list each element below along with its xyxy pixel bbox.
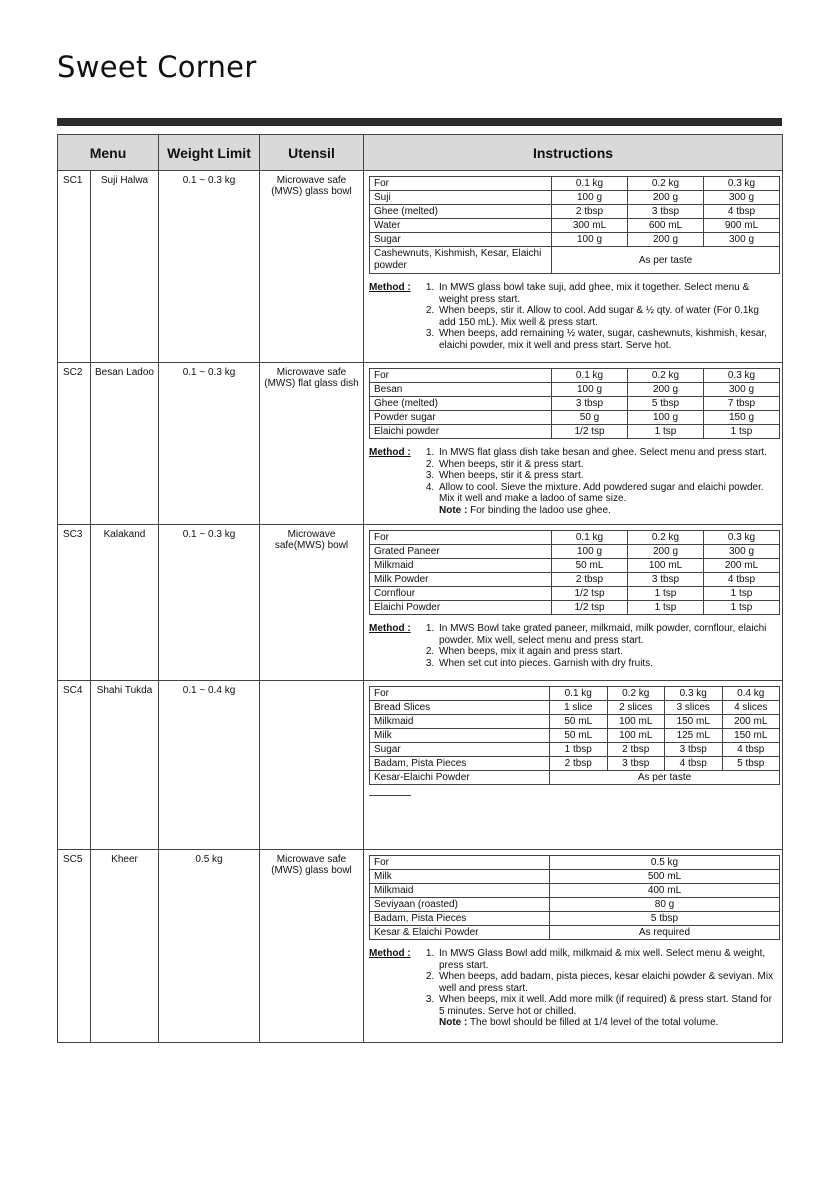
ingredient-amount: 200 mL — [722, 715, 780, 729]
ingredient-row — [370, 771, 780, 785]
ingredient-amount: 5 tbsp — [722, 757, 780, 771]
ingredient-amount: 500 mL — [550, 870, 780, 884]
ingredient-amount: 0.2 kg — [628, 531, 704, 545]
ingredient-amount: 100 g — [628, 411, 704, 425]
method-steps — [421, 623, 778, 669]
recipe-menu: Shahi Tukda — [91, 681, 159, 850]
recipe-code: SC1 — [58, 171, 91, 363]
recipe-utensil: Microwave safe(MWS) bowl — [260, 525, 364, 681]
note-text: For binding the ladoo use ghee. — [470, 504, 611, 516]
ingredient-amount: 0.3 kg — [665, 687, 723, 701]
ingredient-amount: 150 g — [704, 411, 780, 425]
recipe-row — [58, 525, 783, 681]
recipe-menu: Suji Halwa — [91, 171, 159, 363]
recipe-utensil — [260, 681, 364, 850]
ingredient-name: Besan — [370, 383, 552, 397]
recipe-weight-limit: 0.1 ~ 0.3 kg — [159, 363, 260, 525]
ingredient-amount: 2 tbsp — [607, 743, 665, 757]
page-title: Sweet Corner — [57, 50, 257, 84]
ingredient-amount: 300 g — [704, 545, 780, 559]
recipe-utensil: Microwave safe (MWS) glass bowl — [260, 171, 364, 363]
method-section — [369, 623, 778, 669]
ingredient-amount: 1 tsp — [628, 601, 704, 615]
ingredient-amount: 2 slices — [607, 701, 665, 715]
ingredient-row — [370, 715, 780, 729]
recipe-instructions — [364, 171, 783, 363]
ingredient-row — [370, 545, 780, 559]
ingredient-name: Milk Powder — [370, 573, 552, 587]
method-note — [421, 505, 778, 517]
ingredient-name: Milk — [370, 729, 550, 743]
ingredient-amount: 300 g — [704, 233, 780, 247]
ingredient-amount: 1 tsp — [628, 425, 704, 439]
method-step: 2. When beeps, add badam, pista pieces, kesar elaichi powder & seviyan. Mix well and press start. — [437, 971, 778, 994]
method-step: 3. When beeps, stir it & press start. — [437, 470, 778, 482]
recipe-code: SC2 — [58, 363, 91, 525]
ingredient-amount: 600 mL — [628, 219, 704, 233]
method-section — [369, 948, 778, 1029]
ingredient-row — [370, 411, 780, 425]
ingredient-name: Cornflour — [370, 587, 552, 601]
ingredient-name: Cashewnuts, Kishmish, Kesar, Elaichi powder — [370, 247, 552, 274]
ingredient-name: Seviyaan (roasted) — [370, 898, 550, 912]
ingredient-amount: 125 mL — [665, 729, 723, 743]
method-steps — [421, 447, 778, 505]
ingredient-row — [370, 856, 780, 870]
ingredient-amount: 100 mL — [628, 559, 704, 573]
recipe-weight-limit: 0.1 ~ 0.3 kg — [159, 525, 260, 681]
ingredient-row — [370, 397, 780, 411]
header-instructions: Instructions — [364, 135, 783, 171]
ingredient-amount: 1 tsp — [704, 587, 780, 601]
ingredient-row — [370, 884, 780, 898]
ingredient-row — [370, 559, 780, 573]
ingredient-amount: 200 g — [628, 383, 704, 397]
recipe-row — [58, 363, 783, 525]
recipe-code: SC3 — [58, 525, 91, 681]
ingredient-name: For — [370, 856, 550, 870]
ingredient-name: Milkmaid — [370, 715, 550, 729]
ingredient-amount: 100 g — [552, 191, 628, 205]
method-step: 3. When set cut into pieces. Garnish with dry fruits. — [437, 658, 778, 670]
ingredient-table — [369, 530, 780, 615]
ingredient-amount: 50 mL — [552, 559, 628, 573]
method-step: 2. When beeps, mix it again and press start. — [437, 646, 778, 658]
method-step: 1. In MWS Glass Bowl add milk, milkmaid & mix well. Select menu & weight, press start. — [437, 948, 778, 971]
recipe-instructions — [364, 681, 783, 850]
ingredient-name: Sugar — [370, 743, 550, 757]
ingredient-amount: 0.5 kg — [550, 856, 780, 870]
method-section — [369, 282, 778, 351]
method-label: Method : — [369, 447, 411, 458]
ingredient-row — [370, 191, 780, 205]
ingredient-amount: 4 tbsp — [704, 573, 780, 587]
ingredient-amount: 50 g — [552, 411, 628, 425]
ingredient-row — [370, 219, 780, 233]
ingredient-row — [370, 870, 780, 884]
ingredient-row — [370, 926, 780, 940]
ingredient-name: Elaichi powder — [370, 425, 552, 439]
ingredient-table — [369, 686, 780, 785]
recipe-row — [58, 171, 783, 363]
ingredient-amount: 1/2 tsp — [552, 601, 628, 615]
method-step: 1. In MWS Bowl take grated paneer, milkmaid, milk powder, cornflour, elaichi powder. Mix well, select menu and press start. — [437, 623, 778, 646]
recipe-instructions — [364, 363, 783, 525]
header-weight-limit: Weight Limit — [159, 135, 260, 171]
ingredient-amount: 1/2 tsp — [552, 425, 628, 439]
ingredient-amount: 50 mL — [550, 729, 608, 743]
method-placeholder-line — [369, 795, 411, 840]
ingredient-amount: 5 tbsp — [550, 912, 780, 926]
ingredient-amount: 3 slices — [665, 701, 723, 715]
method-label: Method : — [369, 948, 411, 959]
method-step: 1. In MWS flat glass dish take besan and ghee. Select menu and press start. — [437, 447, 778, 459]
ingredient-amount: 300 g — [704, 383, 780, 397]
ingredient-amount: 0.1 kg — [552, 531, 628, 545]
ingredient-amount: 200 g — [628, 233, 704, 247]
ingredient-amount: 2 tbsp — [552, 205, 628, 219]
note-label: Note : — [439, 504, 468, 516]
method-steps — [421, 948, 778, 1017]
ingredient-row — [370, 177, 780, 191]
recipe-weight-limit: 0.1 ~ 0.4 kg — [159, 681, 260, 850]
ingredient-amount: 4 tbsp — [722, 743, 780, 757]
ingredient-amount: 1 tbsp — [550, 743, 608, 757]
ingredient-row — [370, 369, 780, 383]
ingredient-name: For — [370, 687, 550, 701]
ingredient-table — [369, 368, 780, 439]
ingredient-amount: 3 tbsp — [665, 743, 723, 757]
ingredient-amount: 1 tsp — [628, 587, 704, 601]
ingredient-name: For — [370, 369, 552, 383]
ingredient-amount: 1 slice — [550, 701, 608, 715]
ingredient-name: Milkmaid — [370, 884, 550, 898]
ingredient-amount: 80 g — [550, 898, 780, 912]
ingredient-name: Badam, Pista Pieces — [370, 912, 550, 926]
ingredient-amount: 100 g — [552, 545, 628, 559]
recipe-table — [57, 134, 783, 1043]
ingredient-amount: 900 mL — [704, 219, 780, 233]
ingredient-name: Milk — [370, 870, 550, 884]
ingredient-name: Kesar-Elaichi Powder — [370, 771, 550, 785]
ingredient-row — [370, 425, 780, 439]
ingredient-name: Powder sugar — [370, 411, 552, 425]
ingredient-amount: 0.1 kg — [552, 177, 628, 191]
ingredient-name: For — [370, 177, 552, 191]
ingredient-amount: 200 mL — [704, 559, 780, 573]
ingredient-amount: 3 tbsp — [628, 573, 704, 587]
ingredient-name: Badam, Pista Pieces — [370, 757, 550, 771]
method-step: 3. When beeps, mix it well. Add more milk (if required) & press start. Stand for 5 minutes. Serve hot or chilled. — [437, 994, 778, 1017]
ingredient-amount: 4 slices — [722, 701, 780, 715]
ingredient-name: For — [370, 531, 552, 545]
recipe-weight-limit: 0.1 ~ 0.3 kg — [159, 171, 260, 363]
ingredient-name: Elaichi Powder — [370, 601, 552, 615]
ingredient-amount: 2 tbsp — [550, 757, 608, 771]
ingredient-amount: 100 g — [552, 383, 628, 397]
ingredient-amount: 2 tbsp — [552, 573, 628, 587]
ingredient-name: Sugar — [370, 233, 552, 247]
method-step: 2. When beeps, stir it & press start. — [437, 459, 778, 471]
ingredient-amount: 0.3 kg — [704, 369, 780, 383]
ingredient-amount: 1/2 tsp — [552, 587, 628, 601]
ingredient-amount: 100 mL — [607, 729, 665, 743]
method-step: 2. When beeps, stir it. Allow to cool. Add sugar & ½ qty. of water (For 0.1kg add 150 mL). Mix well & press start. — [437, 305, 778, 328]
ingredient-amount: 0.4 kg — [722, 687, 780, 701]
ingredient-amount: 4 tbsp — [704, 205, 780, 219]
method-label: Method : — [369, 282, 411, 293]
recipe-menu: Kheer — [91, 850, 159, 1043]
ingredient-amount: As per taste — [550, 771, 780, 785]
ingredient-amount: 3 tbsp — [607, 757, 665, 771]
ingredient-amount: 100 mL — [607, 715, 665, 729]
ingredient-name: Ghee (melted) — [370, 397, 552, 411]
ingredient-amount: As per taste — [552, 247, 780, 274]
method-label: Method : — [369, 623, 411, 634]
ingredient-amount: 5 tbsp — [628, 397, 704, 411]
ingredient-name: Suji — [370, 191, 552, 205]
ingredient-amount: 50 mL — [550, 715, 608, 729]
ingredient-amount: 300 mL — [552, 219, 628, 233]
ingredient-amount: 0.1 kg — [550, 687, 608, 701]
header-utensil: Utensil — [260, 135, 364, 171]
header-row — [58, 135, 783, 171]
ingredient-amount: 0.2 kg — [607, 687, 665, 701]
recipe-row — [58, 681, 783, 850]
method-step: 1. In MWS glass bowl take suji, add ghee, mix it together. Select menu & weight press start. — [437, 282, 778, 305]
ingredient-row — [370, 701, 780, 715]
recipe-code: SC5 — [58, 850, 91, 1043]
ingredient-amount: 0.2 kg — [628, 369, 704, 383]
ingredient-row — [370, 898, 780, 912]
title-rule — [57, 118, 782, 126]
method-step: 4. Allow to cool. Sieve the mixture. Add powdered sugar and elaichi powder. Mix it well and make a ladoo of same size. — [437, 482, 778, 505]
ingredient-row — [370, 757, 780, 771]
ingredient-row — [370, 687, 780, 701]
ingredient-row — [370, 205, 780, 219]
ingredient-amount: 0.1 kg — [552, 369, 628, 383]
ingredient-name: Grated Paneer — [370, 545, 552, 559]
ingredient-amount: 7 tbsp — [704, 397, 780, 411]
ingredient-amount: 3 tbsp — [552, 397, 628, 411]
ingredient-amount: 1 tsp — [704, 601, 780, 615]
ingredient-amount: 300 g — [704, 191, 780, 205]
ingredient-row — [370, 531, 780, 545]
recipe-instructions — [364, 525, 783, 681]
ingredient-table — [369, 855, 780, 940]
method-section — [369, 447, 778, 516]
method-note — [421, 1017, 778, 1029]
ingredient-row — [370, 729, 780, 743]
ingredient-row — [370, 912, 780, 926]
method-steps — [421, 282, 778, 351]
ingredient-name: Water — [370, 219, 552, 233]
ingredient-table — [369, 176, 780, 274]
ingredient-amount: 150 mL — [665, 715, 723, 729]
recipe-row — [58, 850, 783, 1043]
recipe-utensil: Microwave safe (MWS) glass bowl — [260, 850, 364, 1043]
ingredient-amount: 0.3 kg — [704, 177, 780, 191]
ingredient-amount: 400 mL — [550, 884, 780, 898]
recipe-code: SC4 — [58, 681, 91, 850]
recipe-menu: Kalakand — [91, 525, 159, 681]
recipe-utensil: Microwave safe (MWS) flat glass dish — [260, 363, 364, 525]
ingredient-row — [370, 247, 780, 274]
ingredient-amount: 200 g — [628, 191, 704, 205]
ingredient-name: Bread Slices — [370, 701, 550, 715]
header-menu: Menu — [58, 135, 159, 171]
ingredient-name: Ghee (melted) — [370, 205, 552, 219]
note-label: Note : — [439, 1017, 468, 1028]
recipe-weight-limit: 0.5 kg — [159, 850, 260, 1043]
ingredient-amount: 0.3 kg — [704, 531, 780, 545]
ingredient-row — [370, 587, 780, 601]
ingredient-amount: 1 tsp — [704, 425, 780, 439]
ingredient-amount: 150 mL — [722, 729, 780, 743]
ingredient-amount: 0.2 kg — [628, 177, 704, 191]
ingredient-amount: 100 g — [552, 233, 628, 247]
ingredient-name: Milkmaid — [370, 559, 552, 573]
method-step: 3. When beeps, add remaining ½ water, sugar, cashewnuts, kishmish, kesar, elaichi powder, mix it well and press start. Serve hot. — [437, 328, 778, 351]
recipe-menu: Besan Ladoo — [91, 363, 159, 525]
ingredient-name: Kesar & Elaichi Powder — [370, 926, 550, 940]
ingredient-amount: 4 tbsp — [665, 757, 723, 771]
ingredient-row — [370, 573, 780, 587]
ingredient-row — [370, 233, 780, 247]
ingredient-row — [370, 383, 780, 397]
ingredient-amount: 3 tbsp — [628, 205, 704, 219]
ingredient-amount: 200 g — [628, 545, 704, 559]
recipe-instructions — [364, 850, 783, 1043]
note-text: The bowl should be filled at 1/4 level of the total volume. — [469, 1017, 719, 1028]
ingredient-amount: As required — [550, 926, 780, 940]
ingredient-row — [370, 743, 780, 757]
ingredient-row — [370, 601, 780, 615]
